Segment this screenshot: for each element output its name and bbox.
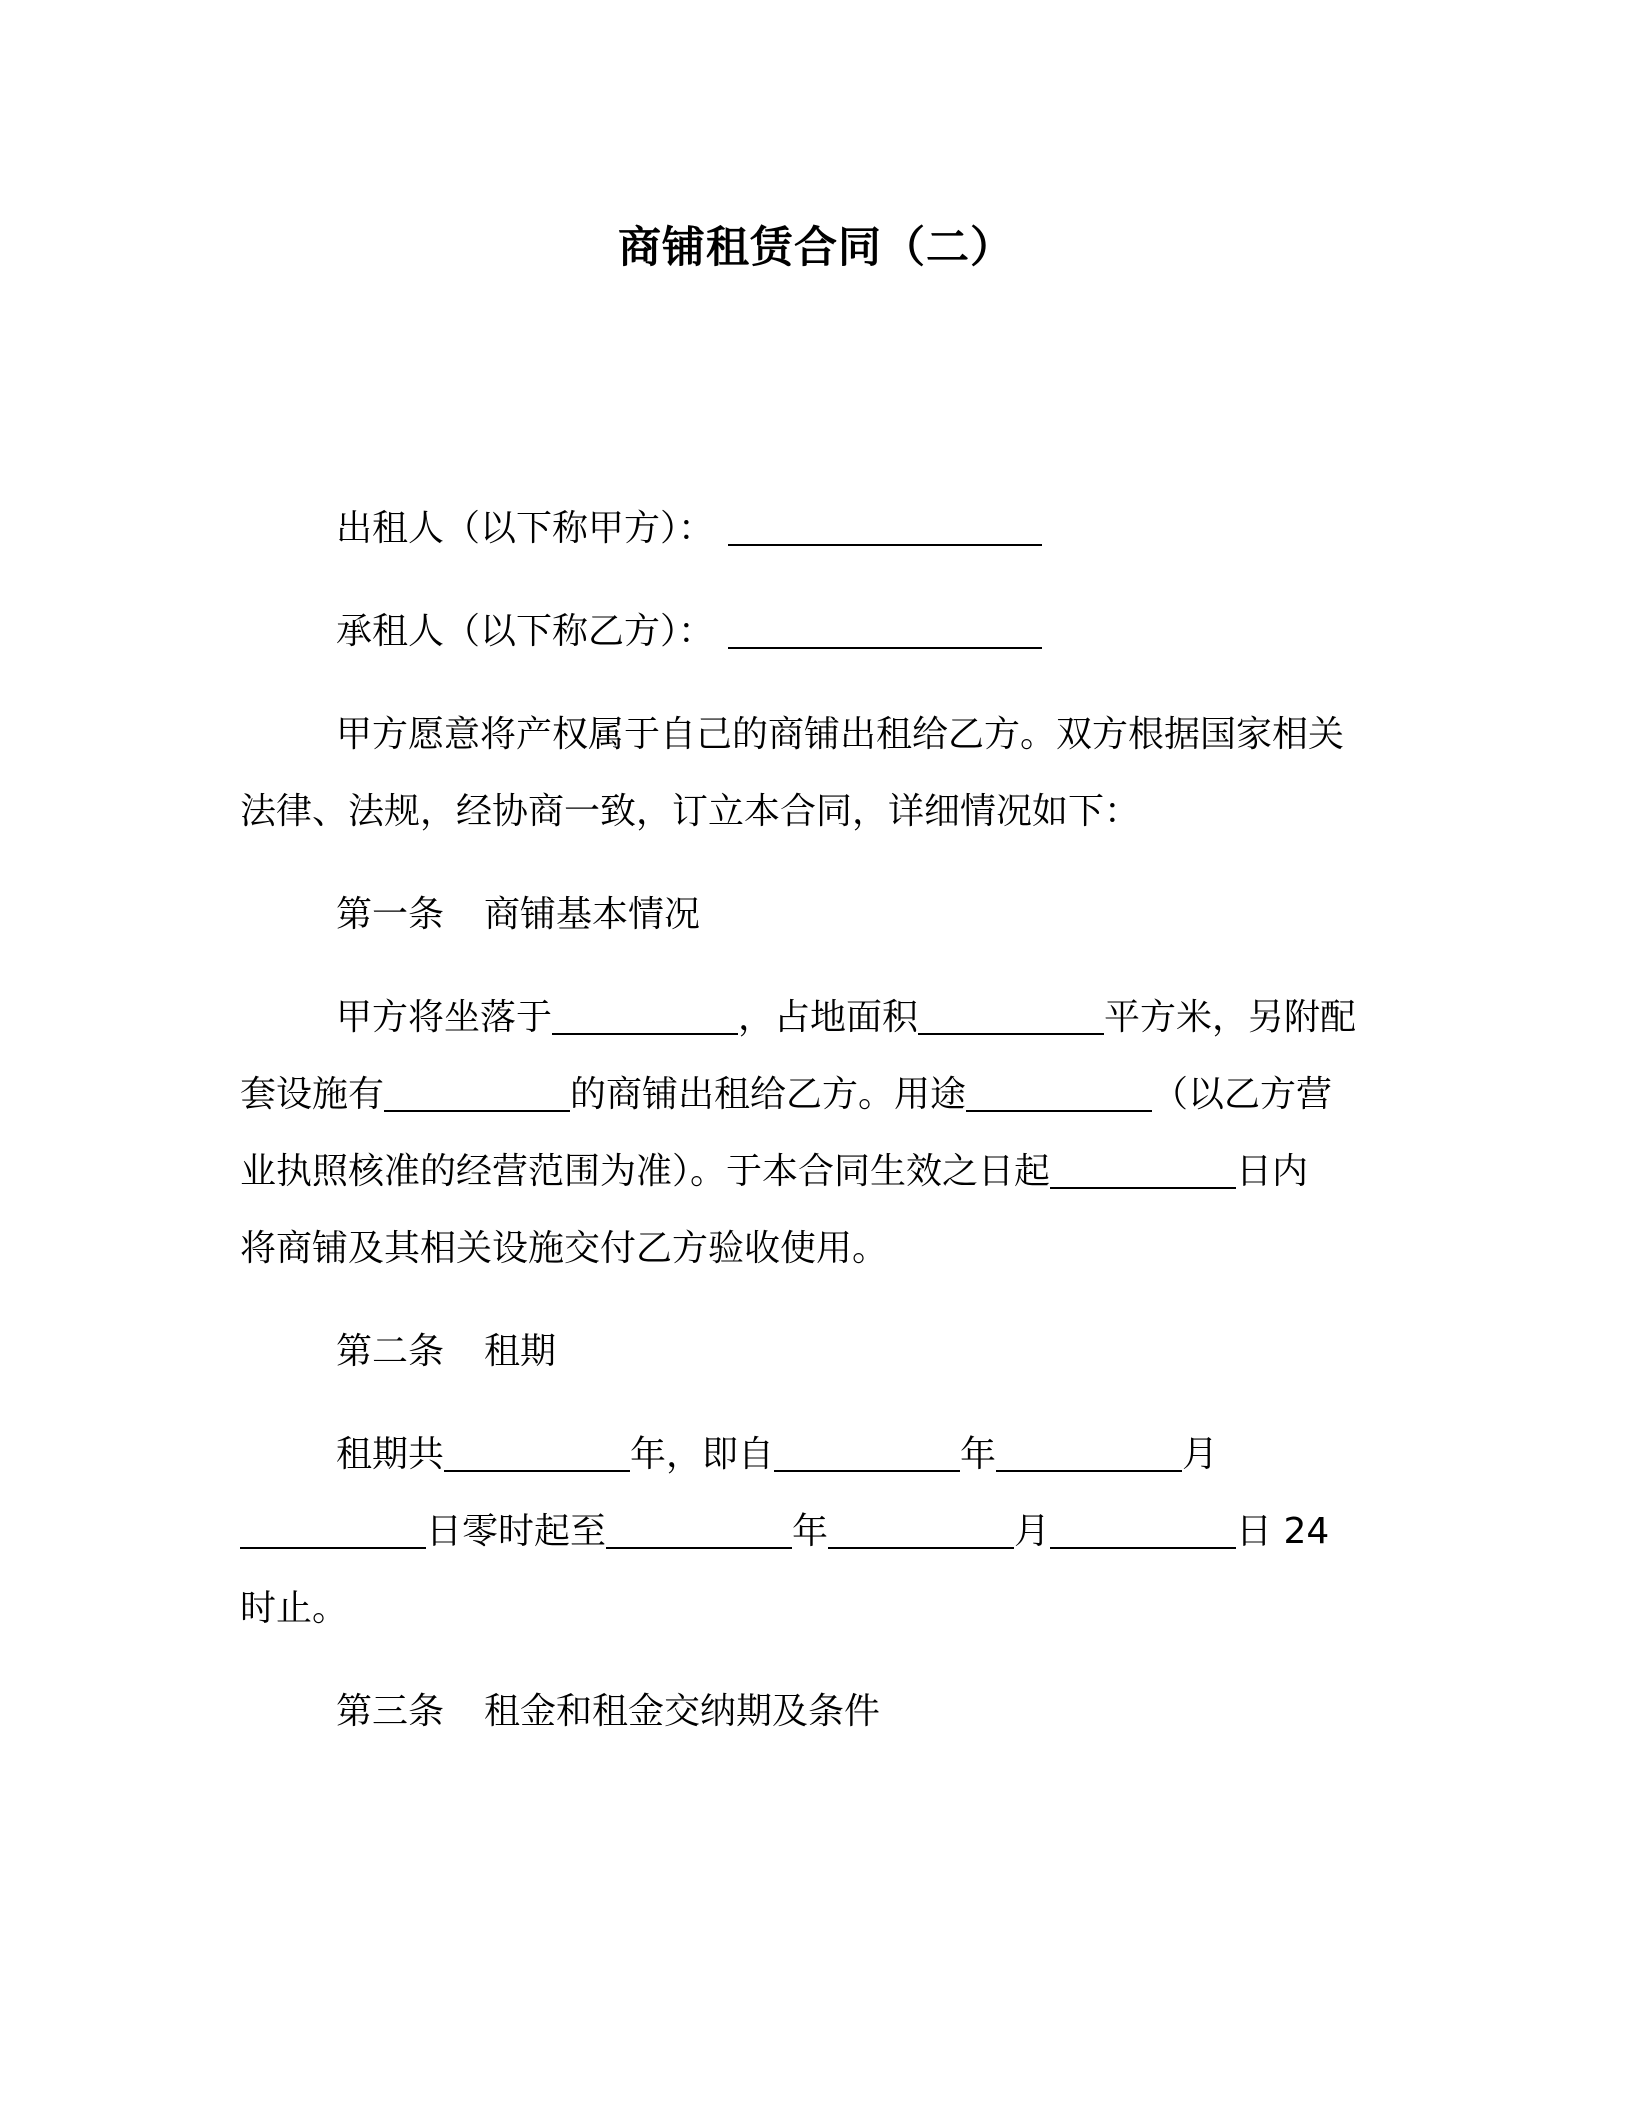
- article1-text: ，占地面积: [738, 997, 919, 1038]
- delivery-days-blank[interactable]: [1050, 1147, 1236, 1189]
- location-blank[interactable]: [552, 993, 738, 1035]
- start-year-blank[interactable]: [774, 1430, 960, 1472]
- article2-number: 第二条: [336, 1331, 445, 1372]
- lessor-line: [240, 497, 1390, 574]
- article3-number: 第三条: [336, 1691, 445, 1732]
- article2-text: 日 24: [1236, 1511, 1330, 1552]
- article2-title: 租期: [484, 1331, 557, 1372]
- article1-text: 甲方将坐落于: [336, 997, 553, 1038]
- article1-text: 平方米，另附配: [1104, 997, 1357, 1038]
- article3-heading: [240, 1680, 1390, 1757]
- article1-text: 业执照核准的经营范围为准）。于本合同生效之日起: [240, 1151, 1051, 1192]
- article2-text: 日零时起至: [426, 1511, 607, 1552]
- article2-text: 月: [1182, 1434, 1219, 1475]
- article1-line-3: [240, 1140, 1390, 1217]
- lessee-label: 承租人（以下称乙方）：: [336, 611, 715, 652]
- end-month-blank[interactable]: [828, 1507, 1014, 1549]
- lessee-blank[interactable]: [728, 607, 1042, 649]
- intro-line-1: 甲方愿意将产权属于自己的商铺出租给乙方。双方根据国家相关: [336, 714, 1345, 755]
- end-year-blank[interactable]: [606, 1507, 792, 1549]
- term-years-blank[interactable]: [444, 1430, 630, 1472]
- lessee-line: [240, 600, 1390, 677]
- article2-text: 年: [792, 1511, 829, 1552]
- document-body: [240, 497, 1390, 1757]
- start-month-blank[interactable]: [996, 1430, 1182, 1472]
- start-day-blank[interactable]: [240, 1507, 426, 1549]
- article2-text: 年: [960, 1434, 997, 1475]
- facilities-blank[interactable]: [384, 1070, 570, 1112]
- article1-text: 日内: [1236, 1151, 1309, 1192]
- usage-blank[interactable]: [966, 1070, 1152, 1112]
- article1-heading: [240, 883, 1390, 960]
- article2-text: 租期共: [336, 1434, 445, 1475]
- article1-line-4: 将商铺及其相关设施交付乙方验收使用。: [240, 1228, 889, 1269]
- document-title: 商铺租赁合同（二）: [618, 223, 1014, 273]
- lessor-label: 出租人（以下称甲方）：: [336, 508, 715, 549]
- intro-line-2: 法律、法规，经协商一致，订立本合同，详细情况如下：: [240, 791, 1141, 832]
- article2-text: 月: [1014, 1511, 1051, 1552]
- lessor-blank[interactable]: [728, 504, 1042, 546]
- article2-line-2: [240, 1500, 1390, 1577]
- article1-line-2: [240, 1063, 1390, 1140]
- article1-title: 商铺基本情况: [484, 894, 701, 935]
- area-blank[interactable]: [918, 993, 1104, 1035]
- article1-text: （以乙方营: [1152, 1074, 1333, 1115]
- article2-line-1: [240, 1423, 1390, 1500]
- article1-text: 套设施有: [240, 1074, 385, 1115]
- article2-heading: [240, 1320, 1390, 1397]
- article1-number: 第一条: [336, 894, 445, 935]
- article2-line-3: 时止。: [240, 1588, 349, 1629]
- article3-title: 租金和租金交纳期及条件: [484, 1691, 881, 1732]
- article2-text: 年，即自: [630, 1434, 775, 1475]
- article1-text: 的商铺出租给乙方。用途: [570, 1074, 967, 1115]
- article1-line-1: [240, 986, 1390, 1063]
- end-day-blank[interactable]: [1050, 1507, 1236, 1549]
